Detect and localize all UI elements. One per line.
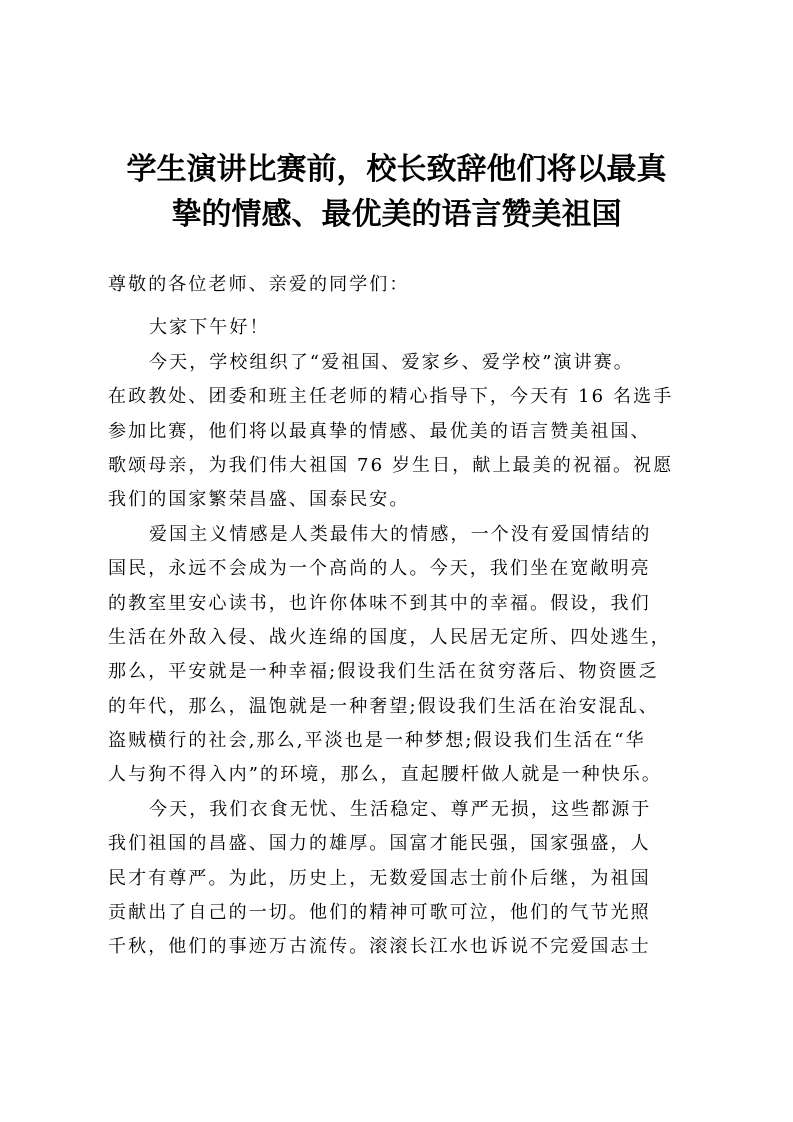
paragraph-1-line: 今天，学校组织了“爱祖国、爱家乡、爱学校”演讲赛。	[149, 351, 634, 373]
title-line: 挚的情感、最优美的语言赞美祖国	[171, 197, 622, 232]
paragraph-3-line: 我们祖国的昌盛、国力的雄厚。国富才能民强，国家强盛，人	[108, 833, 651, 855]
paragraph-2-line: 爱国主义情感是人类最伟大的情感，一个没有爱国情结的	[149, 523, 652, 545]
salutation: 尊敬的各位老师、亲爱的同学们：	[108, 274, 410, 295]
paragraph-2-line: 盗贼横行的社会,那么,平淡也是一种梦想;假设我们生活在“华	[108, 730, 646, 752]
paragraph-2-line: 的教室里安心读书，也许你体味不到其中的幸福。假设，我们	[108, 592, 651, 614]
paragraph-1-line: 我们的国家繁荣昌盛、国泰民安。	[108, 489, 410, 511]
paragraph-3-line: 民才有尊严。为此，历史上，无数爱国志士前仆后继，为祖国	[108, 867, 651, 889]
paragraph-2-line: 人与狗不得入内”的环境，那么，直起腰杆做人就是一种快乐。	[108, 764, 662, 786]
paragraph-3-line: 贡献出了自己的一切。他们的精神可歌可泣，他们的气节光照	[108, 902, 651, 924]
paragraph-2-line: 的年代，那么，温饱就是一种奢望;假设我们生活在治安混乱、	[108, 695, 659, 717]
paragraph-2-line: 那么，平安就是一种幸福;假设我们生活在贫穷落后、物资匮乏	[108, 661, 659, 683]
title-line: 学生演讲比赛前，校长致辞他们将以最真	[126, 152, 667, 187]
paragraph-1-line: 歌颂母亲，为我们伟大祖国 76 岁生日，献上最美的祝福。祝愿	[108, 454, 674, 476]
paragraph-1-line: 参加比赛，他们将以最真挚的情感、最优美的语言赞美祖国、	[108, 420, 651, 442]
paragraph-3-line: 今天，我们衣食无忧、生活稳定、尊严无损，这些都源于	[149, 798, 652, 820]
greeting-line: 大家下午好！	[149, 317, 270, 339]
paragraph-1-line: 在政教处、团委和班主任老师的精心指导下，今天有 16 名选手	[108, 386, 674, 408]
document-body	[108, 268, 688, 965]
paragraph-3-line: 千秋，他们的事迹万古流传。滚滚长江水也诉说不完爱国志士	[108, 936, 651, 958]
paragraph-2-line: 国民，永远不会成为一个高尚的人。今天，我们坐在宽敞明亮	[108, 558, 651, 580]
document-title	[95, 147, 698, 237]
paragraph-2-line: 生活在外敌入侵、战火连绵的国度，人民居无定所、四处逃生，	[108, 626, 671, 648]
